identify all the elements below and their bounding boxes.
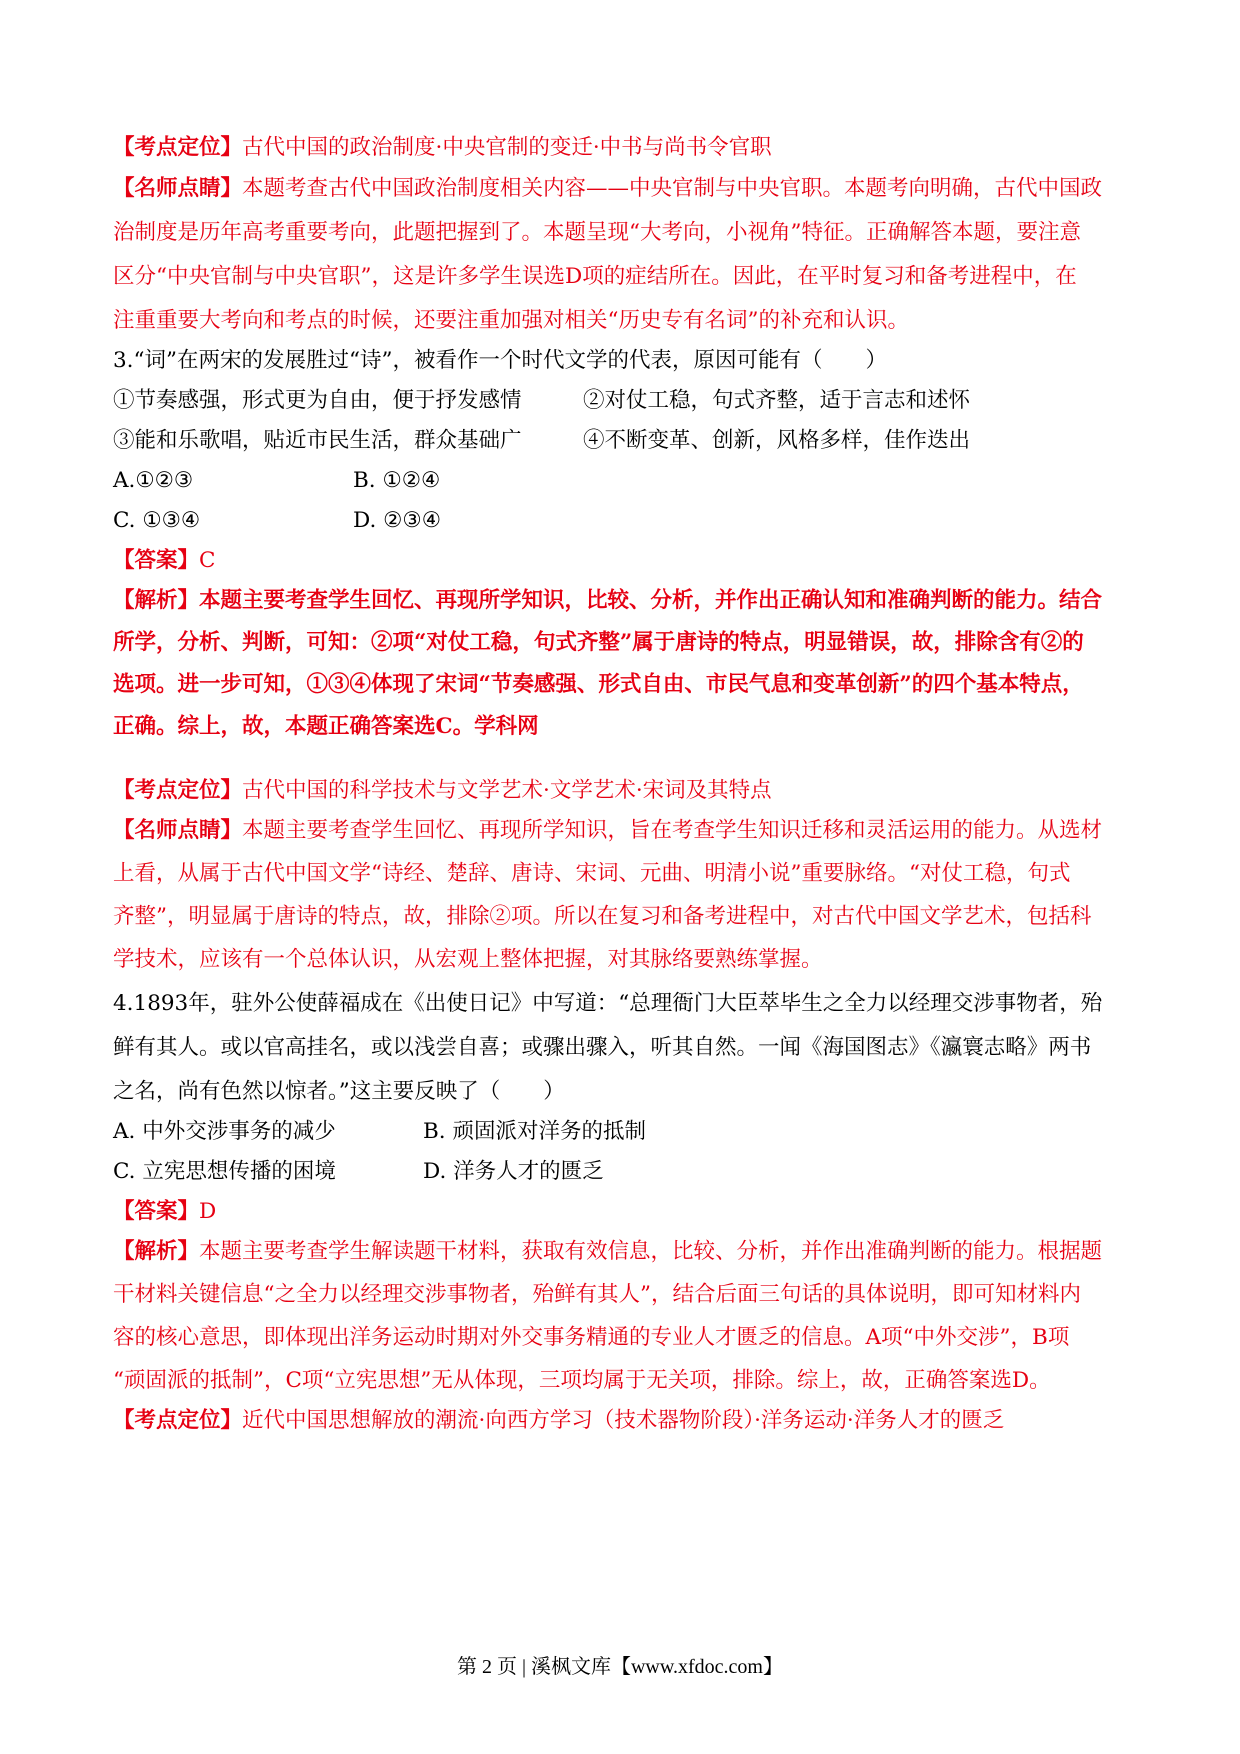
- question-item: ④不断变革、创新，风格多样，佳作迭出: [583, 428, 971, 453]
- jiexi-line: [113, 1237, 1133, 1267]
- answer-line: [113, 1197, 1133, 1227]
- question-stem: 鲜有其人。或以官高挂名，或以浅尝自喜；或骤出骤入，听其自然。一闻《海国图志》《瀛寰志略》两书: [113, 1035, 1092, 1060]
- option-c: C. ①③④: [113, 508, 201, 533]
- question-stem: 4.1893年，驻外公使薛福成在《出使日记》中写道：“总理衙门大臣萃毕生之全力以经理交涉事物者，殆: [113, 991, 1103, 1016]
- option-d: D. 洋务人才的匮乏: [423, 1159, 604, 1184]
- mingshi-line: 齐整”，明显属于唐诗的特点，故，排除②项。所以在复习和备考进程中，对古代中国文学艺术，包括科: [113, 904, 1092, 929]
- jiexi-tag: 【解析】: [113, 1239, 200, 1264]
- kaodian-text: 古代中国的科学技术与文学艺术·文学艺术·宋词及其特点: [242, 778, 772, 803]
- mingshi-line: 上看，从属于古代中国文学“诗经、楚辞、唐诗、宋词、元曲、明清小说”重要脉络。“对仗工稳，句式: [113, 861, 1071, 886]
- answer-tag: 【答案】: [113, 548, 200, 573]
- kaodian-tag: 【考点定位】: [113, 778, 243, 803]
- kaodian-text: 古代中国的政治制度·中央官制的变迁·中书与尚书令官职: [242, 135, 772, 160]
- question-stem: 之名，尚有色然以惊者。”这主要反映了（ ）: [113, 1079, 565, 1104]
- options-row: [113, 1117, 1133, 1147]
- mingshi-line: [113, 174, 1133, 204]
- jiexi-tag: 【解析】: [113, 588, 200, 613]
- kaodian-line: [113, 1406, 1133, 1436]
- question-item: ①节奏感强，形式更为自由，便于抒发感情: [113, 388, 522, 413]
- page-footer: 第 2 页 | 溪枫文库【www.xfdoc.com】: [456, 1656, 783, 1678]
- jiexi-text: 本题主要考查学生解读题干材料，获取有效信息，比较、分析，并作出准确判断的能力。根据题: [199, 1239, 1103, 1264]
- option-a: A.①②③: [113, 468, 194, 493]
- option-a: A. 中外交涉事务的减少: [113, 1119, 336, 1144]
- option-b: B. ①②④: [353, 468, 441, 493]
- mingshi-line: 治制度是历年高考重要考向，此题把握到了。本题呈现“大考向，小视角”特征。正确解答本题，要注意: [113, 220, 1081, 245]
- mingshi-text: 本题考查古代中国政治制度相关内容——中央官制与中央官职。本题考向明确，古代中国政: [242, 176, 1103, 201]
- question-item: ③能和乐歌唱，贴近市民生活，群众基础广: [113, 428, 522, 453]
- jiexi-line: 选项。进一步可知，①③④体现了宋词“节奏感强、形式自由、市民气息和变革创新”的四个基本特点，: [113, 672, 1084, 697]
- mingshi-text: 本题主要考查学生回忆、再现所学知识，旨在考查学生知识迁移和灵活运用的能力。从选材: [242, 818, 1103, 843]
- jiexi-line: 所学，分析、判断，可知：②项“对仗工稳，句式齐整”属于唐诗的特点，明显错误，故，排除含有②的: [113, 630, 1084, 655]
- mingshi-line: 注重重要大考向和考点的时候，还要注重加强对相关“历史专有名词”的补充和认识。: [113, 308, 909, 333]
- options-row: [113, 506, 1133, 536]
- question-items-row: [113, 426, 1133, 456]
- option-b: B. 顽固派对洋务的抵制: [423, 1119, 646, 1144]
- jiexi-line: “顽固派的抵制”，C项“立宪思想”无从体现，三项均属于无关项，排除。综上，故，正确答案选D。: [113, 1368, 1051, 1393]
- option-c: C. 立宪思想传播的困境: [113, 1159, 336, 1184]
- mingshi-line: 学技术，应该有一个总体认识，从宏观上整体把握，对其脉络要熟练掌握。: [113, 947, 823, 972]
- question-item: ②对仗工稳，句式齐整，适于言志和述怀: [583, 388, 971, 413]
- jiexi-line: 正确。综上，故，本题正确答案选C。学科网: [113, 714, 539, 739]
- question-stem: 3.“词”在两宋的发展胜过“诗”，被看作一个时代文学的代表，原因可能有（ ）: [113, 348, 887, 373]
- mingshi-tag: 【名师点睛】: [113, 176, 243, 201]
- mingshi-line: [113, 816, 1133, 846]
- kaodian-line-1: [113, 133, 1133, 163]
- kaodian-tag: 【考点定位】: [113, 1408, 243, 1433]
- kaodian-tag: 【考点定位】: [113, 135, 243, 160]
- options-row: [113, 466, 1133, 496]
- mingshi-line: 区分“中央官制与中央官职”，这是许多学生误选D项的症结所在。因此，在平时复习和备考进程中，在: [113, 264, 1077, 289]
- question-items-row: [113, 386, 1133, 416]
- kaodian-text: 近代中国思想解放的潮流·向西方学习（技术器物阶段）·洋务运动·洋务人才的匮乏: [242, 1408, 1005, 1433]
- jiexi-text: 本题主要考查学生回忆、再现所学知识，比较、分析，并作出正确认知和准确判断的能力。结合: [199, 588, 1103, 613]
- mingshi-tag: 【名师点睛】: [113, 818, 243, 843]
- kaodian-line: [113, 776, 1133, 806]
- option-d: D. ②③④: [353, 508, 441, 533]
- jiexi-line: 容的核心意思，即体现出洋务运动时期对外交事务精通的专业人才匮乏的信息。A项“中外交涉”，B项: [113, 1325, 1070, 1350]
- answer-line: [113, 546, 1133, 576]
- answer-tag: 【答案】: [113, 1199, 200, 1224]
- jiexi-line: 干材料关键信息“之全力以经理交涉事物者，殆鲜有其人”，结合后面三句话的具体说明，即可知材料内: [113, 1282, 1081, 1307]
- options-row: [113, 1157, 1133, 1187]
- answer-value: C: [199, 548, 216, 573]
- answer-value: D: [199, 1199, 217, 1224]
- jiexi-line: [113, 586, 1133, 616]
